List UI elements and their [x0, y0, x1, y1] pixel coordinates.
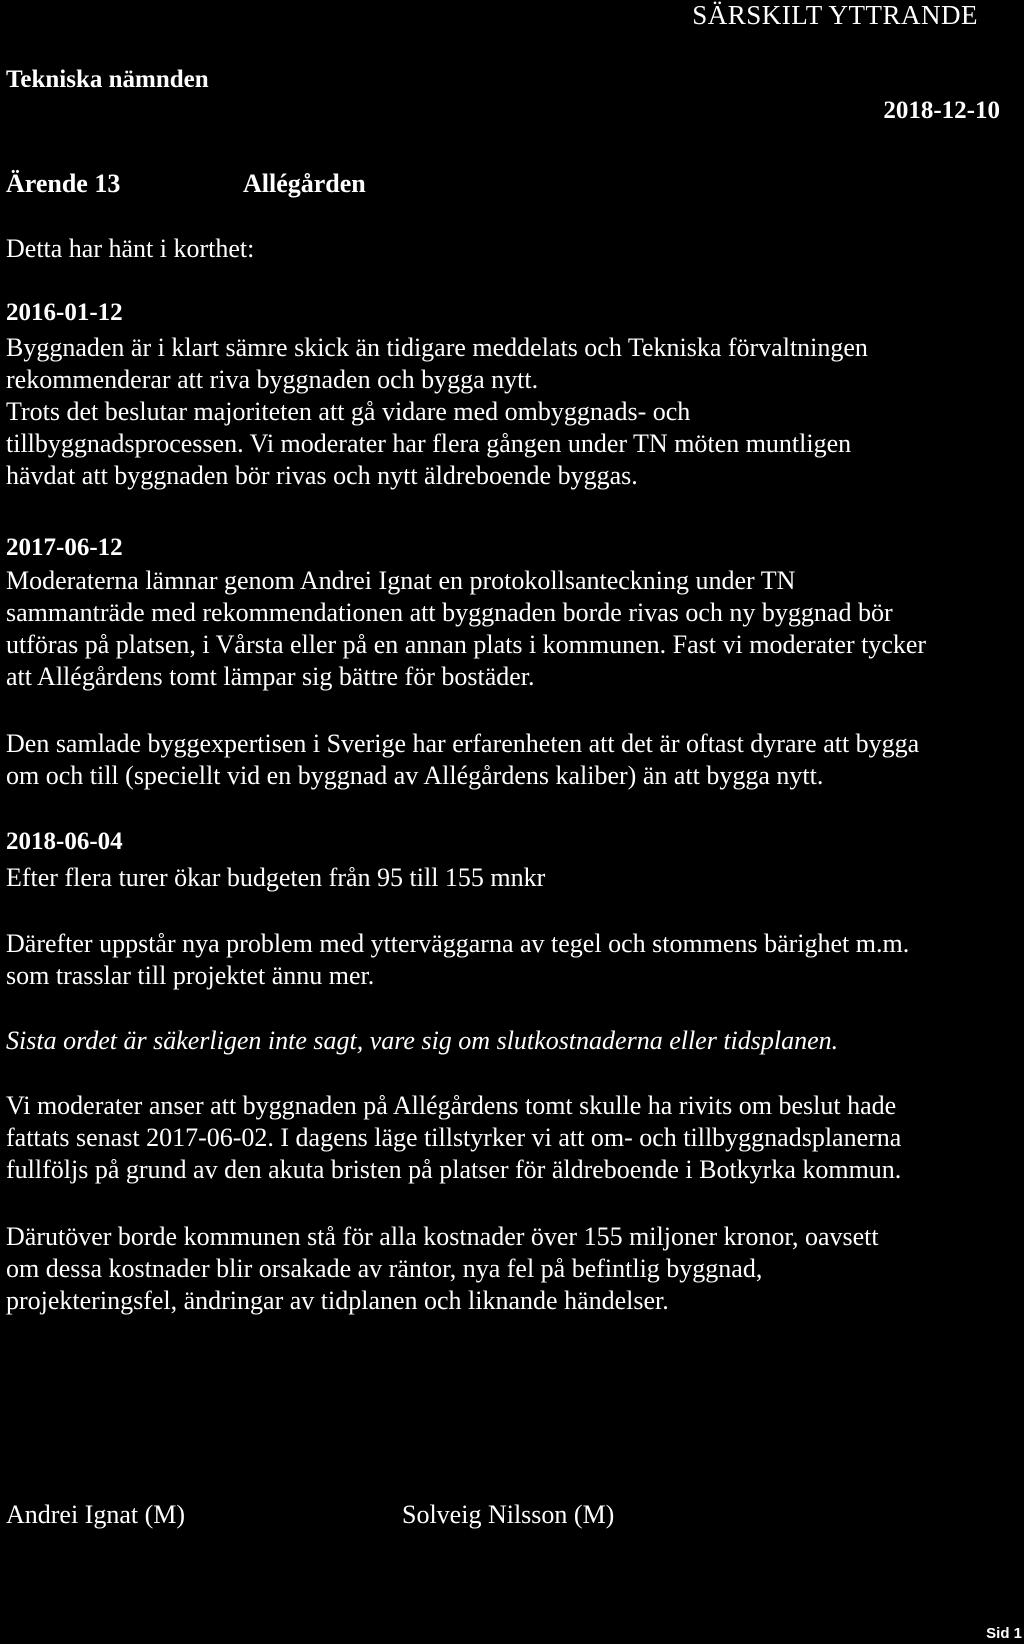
section-date: 2018-06-04	[6, 828, 123, 855]
section-paragraph	[6, 332, 1016, 492]
text-line: Byggnaden är i klart sämre skick än tidigare meddelats och Tekniska förvaltningen	[6, 333, 868, 362]
section-date: 2017-06-12	[6, 534, 123, 561]
section-paragraph	[6, 565, 1016, 693]
document-date: 2018-12-10	[883, 97, 1000, 124]
text-line: om och till (speciellt vid en byggnad av Allégårdens kaliber) än att bygga nytt.	[6, 761, 824, 790]
italic-remark: Sista ordet är säkerligen inte sagt, vare sig om slutkostnaderna eller tidsplanen.	[6, 1026, 839, 1055]
section-date: 2016-01-12	[6, 299, 123, 326]
signature-andrei-ignat: Andrei Ignat (M)	[6, 1500, 186, 1529]
section-paragraph	[6, 862, 1016, 894]
section-paragraph	[6, 928, 1016, 992]
case-title: Allégården	[243, 169, 366, 198]
text-line: fullföljs på grund av den akuta bristen på platser för äldreboende i Botkyrka kommun.	[6, 1155, 902, 1184]
text-line: Den samlade byggexpertisen i Sverige har erfarenheten att det är oftast dyrare att bygga	[6, 729, 920, 758]
text-line: utföras på platsen, i Vårsta eller på en annan plats i kommunen. Fast vi moderater tycker	[6, 630, 927, 659]
text-line: fattats senast 2017-06-02. I dagens läge tillstyrker vi att om- och tillbyggnadsplanerna	[6, 1123, 902, 1152]
text-line: som trasslar till projektet ännu mer.	[6, 961, 375, 990]
text-line: att Allégårdens tomt lämpar sig bättre för bostäder.	[6, 662, 535, 691]
demand-paragraph	[6, 1221, 1016, 1317]
text-line: rekommenderar att riva byggnaden och bygga nytt.	[6, 365, 539, 394]
text-line: Därefter uppstår nya problem med ytterväggarna av tegel och stommens bärighet m.m.	[6, 929, 910, 958]
document-type: SÄRSKILT YTTRANDE	[692, 0, 978, 30]
department-name: Tekniska nämnden	[6, 66, 209, 93]
text-line: tillbyggnadsprocessen. Vi moderater har flera gången under TN möten muntligen	[6, 429, 852, 458]
text-line: Därutöver borde kommunen stå för alla kostnader över 155 miljoner kronor, oavsett	[6, 1222, 879, 1251]
page-number: Sid 1	[986, 1625, 1022, 1642]
text-line: projekteringsfel, ändringar av tidplanen och liknande händelser.	[6, 1286, 669, 1315]
text-line: sammanträde med rekommendationen att byggnaden borde rivas och ny byggnad bör	[6, 598, 893, 627]
section-paragraph	[6, 728, 1016, 792]
text-line: Efter flera turer ökar budgeten från 95 till 155 mnkr	[6, 863, 546, 892]
text-line: om dessa kostnader blir orsakade av räntor, nya fel på befintlig byggnad,	[6, 1254, 763, 1283]
intro-text: Detta har hänt i korthet:	[6, 234, 255, 263]
text-line: Vi moderater anser att byggnaden på Allégårdens tomt skulle ha rivits om beslut hade	[6, 1091, 897, 1120]
text-line: Trots det beslutar majoriteten att gå vidare med ombyggnads- och	[6, 397, 691, 426]
text-line: Moderaterna lämnar genom Andrei Ignat en protokollsanteckning under TN	[6, 566, 796, 595]
text-line: hävdat att byggnaden bör rivas och nytt äldreboende byggas.	[6, 461, 638, 490]
case-number: Ärende 13	[6, 169, 121, 198]
signature-solveig-nilsson: Solveig Nilsson (M)	[402, 1500, 615, 1529]
conclusion-paragraph	[6, 1090, 1016, 1186]
